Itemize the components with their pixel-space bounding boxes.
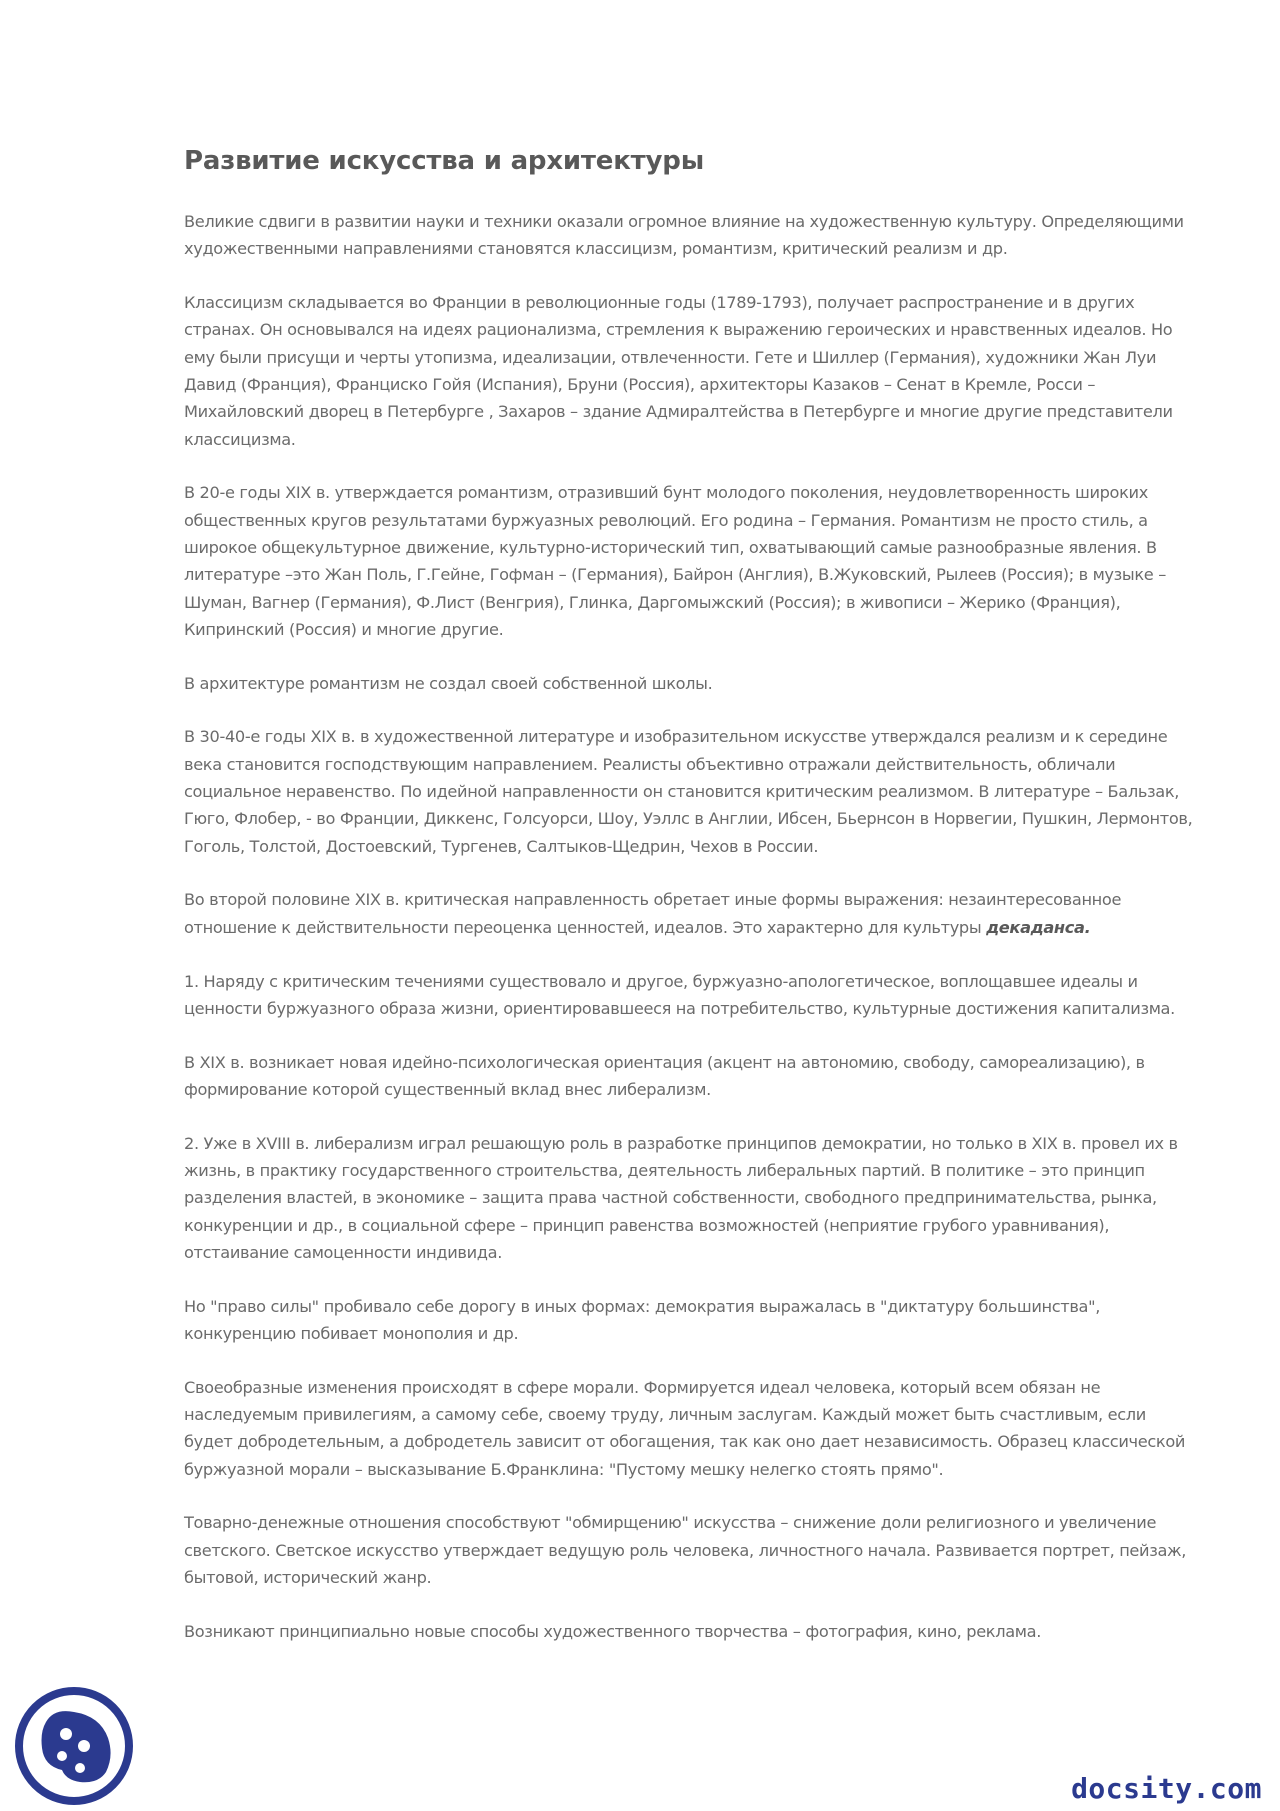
paragraph: Классицизм складывается во Франции в революционные годы (1789-1793), получает распространение и в других странах. Он основывался на идеях рационализма, стремления к выражению героических и нравственных идеалов. Но ему были присущи и черты утопизма, идеализации, отвлеченности. Гете и Шиллер (Германия), художники Жан Луи Давид (Франция), Франциско Гойя (Испания), Бруни (Россия), архитекторы Казаков – Сенат в Кремле, Росси – Михайловский дворец в Петербурге , Захаров – здание Адмиралтейства в Петербурге и многие другие представители классицизма. bbox=[184, 293, 1173, 449]
paragraph-text: Во второй половине XIX в. критическая направленность обретает иные формы выражения: незаинтересованное отношение к действительности переоценка ценностей, идеалов. Это характерно для культуры bbox=[184, 890, 1122, 937]
paragraph: Возникают принципиально новые способы художественного творчества – фотография, кино, реклама. bbox=[184, 1621, 1042, 1641]
document-title: Развитие искусства и архитектуры bbox=[184, 146, 705, 176]
paragraph: В архитектуре романтизм не создал своей собственной школы. bbox=[184, 673, 713, 693]
paragraph: Но "право силы" пробивало себе дорогу в иных формах: демократия выражалась в "диктатуру большинства", конкуренцию побивает монополия и др. bbox=[184, 1296, 1101, 1343]
paragraph: 2. Уже в XVIII в. либерализм играл решающую роль в разработке принципов демократии, но только в XIX в. провел их в жизнь, в практику государственного строительства, деятельность либеральных партий. В политике – это принцип разделения властей, в экономике – защита права частной собственности, свободного предпринимательства, рынка, конкуренции и др., в социальной сфере – принцип равенства возможностей (неприятие грубого уравнивания), отстаивание самоценности индивида. bbox=[184, 1133, 1178, 1262]
paragraph: В XIX в. возникает новая идейно-психологическая ориентация (акцент на автономию, свободу, самореализацию), в формирование которой существенный вклад внес либерализм. bbox=[184, 1052, 1145, 1099]
paragraph: Своеобразные изменения происходят в сфере морали. Формируется идеал человека, который всем обязан не наследуемым привилегиям, а самому себе, своему труду, личным заслугам. Каждый может быть счастливым, если будет добродетельным, а добродетель зависит от обогащения, так как оно дает независимость. Образец классической буржуазной морали – высказывание Б.Франклина: "Пустому мешку нелегко стоять прямо". bbox=[184, 1377, 1186, 1479]
paragraph: В 30-40-е годы XIX в. в художественной литературе и изобразительном искусстве утверждался реализм и к середине века становится господствующим направлением. Реалисты объективно отражали действительность, обличали социальное неравенство. По идейной направленности он становится критическим реализмом. В литературе – Бальзак, Гюго, Флобер, - во Франции, Диккенс, Голсуорси, Шоу, Уэллс в Англии, Ибсен, Бьернсон в Норвегии, Пушкин, Лермонтов, Гоголь, Толстой, Достоевский, Тургенев, Салтыков-Щедрин, Чехов в России. bbox=[184, 727, 1193, 856]
paragraph: Великие сдвиги в развитии науки и техники оказали огромное влияние на художественную культуру. Определяющими художественными направлениями становятся классицизм, романтизм, критический реализм и др. bbox=[184, 212, 1184, 259]
docsity-wordmark[interactable]: docsity.com bbox=[1071, 1772, 1262, 1805]
paragraph-decadence bbox=[184, 886, 1194, 941]
paragraph: Товарно-денежные отношения способствуют "обмирщению" искусства – снижение доли религиозного и увеличение светского. Светское искусство утверждает ведущую роль человека, личностного начала. Развивается портрет, пейзаж, бытовой, исторический жанр. bbox=[184, 1513, 1187, 1588]
docsity-badge-icon bbox=[14, 1686, 134, 1806]
document-body bbox=[184, 146, 1194, 1672]
paragraph: 1. Наряду с критическим течениями существовало и другое, буржуазно-апологетическое, воплощавшее идеалы и ценности буржуазного образа жизни, ориентировавшееся на потребительство, культурные достижения капитализма. bbox=[184, 971, 1175, 1018]
paragraph: В 20-е годы XIX в. утверждается романтизм, отразивший бунт молодого поколения, неудовлетворенность широких общественных кругов результатами буржуазных революций. Его родина – Германия. Романтизм не просто стиль, а широкое общекультурное движение, культурно-исторический тип, охватывающий самые разнообразные явления. В литературе –это Жан Поль, Г.Гейне, Гофман – (Германия), Байрон (Англия), В.Жуковский, Рылеев (Россия); в музыке – Шуман, Вагнер (Германия), Ф.Лист (Венгрия), Глинка, Даргомыжский (Россия); в живописи – Жерико (Франция), Кипринский (Россия) и многие другие. bbox=[184, 483, 1166, 639]
emphasized-term: декаданса. bbox=[986, 917, 1091, 937]
